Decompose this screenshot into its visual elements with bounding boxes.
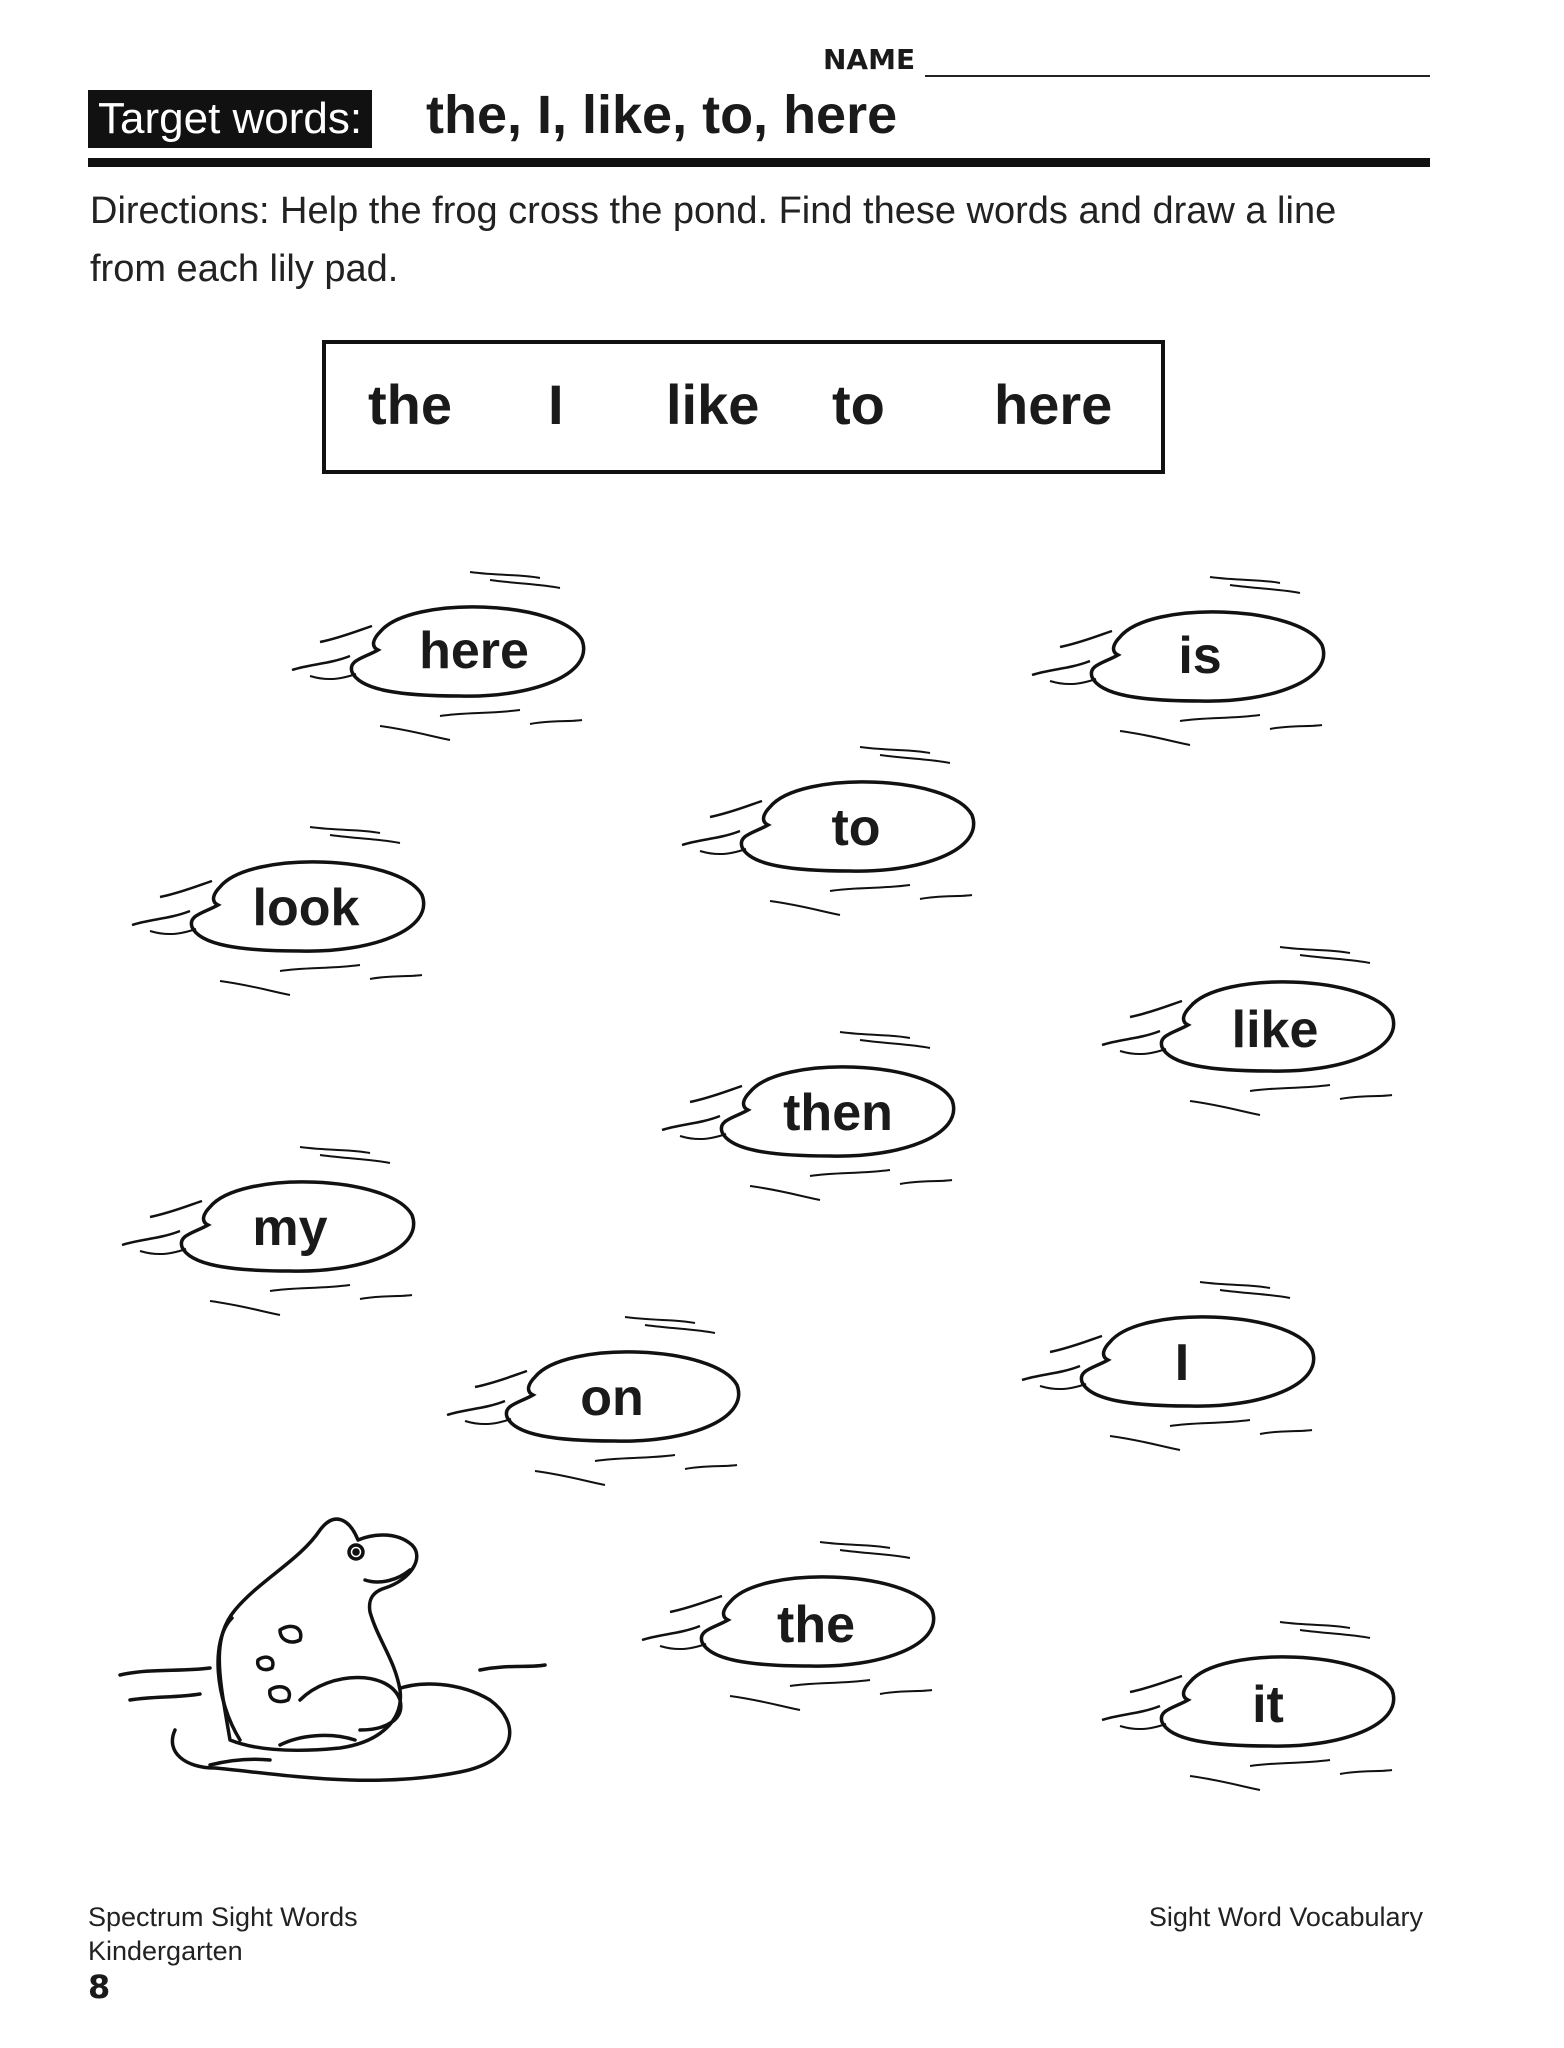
lily-pad[interactable]	[1102, 947, 1394, 1115]
name-label: NAME	[823, 43, 916, 76]
lily-pad-word: my	[252, 1199, 328, 1257]
lily-pad-word: here	[419, 622, 529, 680]
target-words-list: the, I, like, to, here	[426, 85, 898, 145]
target-words-label: Target words:	[88, 90, 372, 148]
lily-pad-word: on	[580, 1369, 644, 1427]
lily-pad-word: I	[1174, 1334, 1190, 1392]
footer-section-title: Sight Word Vocabulary	[1148, 1902, 1423, 1932]
box-word: like	[666, 373, 760, 436]
lily-pad[interactable]	[447, 1317, 739, 1485]
footer-book-title: Spectrum Sight Words	[88, 1902, 358, 1932]
lily-pad-word: to	[831, 799, 881, 857]
lily-pad-word: is	[1178, 627, 1222, 685]
lily-pad-word: look	[252, 879, 360, 937]
lily-pad-word: then	[783, 1084, 893, 1142]
lily-pad[interactable]	[292, 572, 584, 740]
page-number: 8	[88, 1968, 111, 2006]
frog-icon	[120, 1519, 545, 1780]
lily-pad[interactable]	[1102, 1622, 1394, 1790]
lily-pad[interactable]	[132, 827, 424, 995]
lily-pad-word: like	[1231, 1001, 1319, 1059]
lily-pad[interactable]	[682, 747, 974, 915]
box-word: to	[832, 373, 885, 436]
lily-pad-word: it	[1252, 1676, 1284, 1734]
lily-pad-word: the	[777, 1596, 855, 1654]
box-word: I	[548, 373, 564, 436]
box-word: the	[368, 373, 452, 436]
directions-text: Directions: Help the frog cross the pond. Find these words and draw a line from each lily pad.	[90, 190, 1337, 290]
lily-pad[interactable]	[1022, 1282, 1314, 1450]
box-word: here	[994, 373, 1113, 436]
lily-pad[interactable]	[642, 1542, 934, 1710]
lily-pad[interactable]	[662, 1032, 954, 1200]
lily-pad[interactable]	[122, 1147, 414, 1315]
footer-grade: Kindergarten	[88, 1936, 243, 1966]
lily-pad[interactable]	[1032, 577, 1324, 745]
